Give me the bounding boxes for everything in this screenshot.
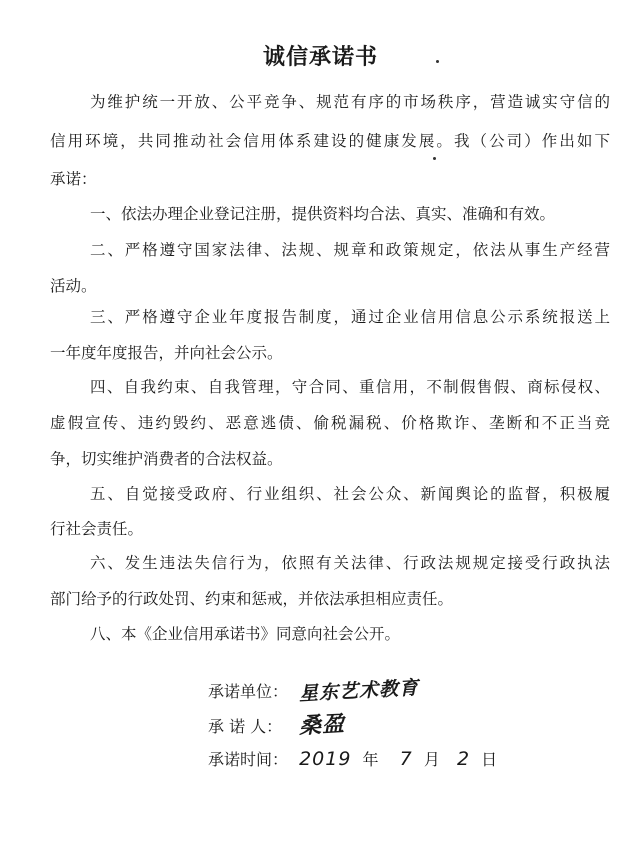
paragraph-line: 一年度年度报告，并向社会公示。 (50, 344, 283, 362)
commitment-item-5: 五、自觉接受政府、行业组织、社会公众、新闻舆论的监督，积极履 (90, 485, 610, 503)
paragraph-line: 虚假宣传、违约毁约、恶意逃债、偷税漏税、价格欺诈、垄断和不正当竞 (50, 414, 610, 432)
paragraph-line: 为维护统一开放、公平竞争、规范有序的市场秩序，营造诚实守信的 (90, 93, 610, 111)
signature-time-row (208, 748, 497, 771)
commitment-item-1: 一、依法办理企业登记注册，提供资料均合法、真实、准确和有效。 (90, 205, 556, 223)
month-handwritten: 7 (399, 748, 413, 770)
person-label: 承 诺 人： (208, 717, 283, 736)
paragraph-line: 争，切实维护消费者的合法权益。 (50, 450, 283, 468)
signature-person-row (208, 711, 346, 740)
commitment-item-4: 四、自我约束、自我管理，守合同、重信用，不制假售假、商标侵权、 (90, 378, 610, 396)
time-label: 承诺时间： (208, 750, 289, 769)
year-unit: 年 (362, 750, 379, 769)
day-handwritten: 2 (456, 748, 471, 770)
paragraph-line: 行社会责任。 (50, 520, 144, 538)
commitment-item-6: 六、发生违法失信行为，依照有关法律、行政法规规定接受行政执法 (90, 554, 610, 572)
paragraph-line: 部门给予的行政处罚、约束和惩戒，并依法承担相应责任。 (50, 590, 454, 608)
unit-signature: 星东艺术教育 (298, 676, 420, 706)
paragraph-line: 信用环境，共同推动社会信用体系建设的健康发展。我（公司）作出如下 (50, 132, 610, 150)
scan-speck (433, 157, 436, 160)
year-handwritten: 2019 (299, 748, 352, 770)
commitment-item-2: 二、严格遵守国家法律、法规、规章和政策规定，依法从事生产经营 (90, 241, 610, 259)
paragraph-line: 承诺： (50, 170, 97, 188)
paragraph-line: 活动。 (50, 277, 97, 295)
month-unit: 月 (423, 750, 440, 769)
person-signature: 桑盈 (298, 711, 346, 740)
day-unit: 日 (481, 750, 498, 769)
commitment-item-3: 三、严格遵守企业年度报告制度，通过企业信用信息公示系统报送上 (90, 308, 610, 326)
document-title: 诚信承诺书 (262, 45, 378, 70)
unit-label: 承诺单位： (208, 682, 289, 701)
signature-unit-row (208, 676, 420, 706)
scan-speck (436, 60, 439, 63)
commitment-item-8: 八、本《企业信用承诺书》同意向社会公开。 (90, 625, 401, 643)
